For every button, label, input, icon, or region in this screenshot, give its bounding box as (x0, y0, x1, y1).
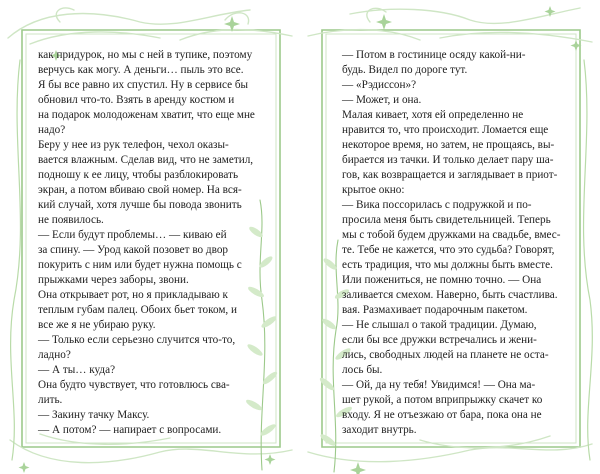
right-page-text-line: крытое окно: (342, 184, 405, 196)
right-page-text-line: заходит внутрь. (342, 424, 417, 436)
right-page-text-line: некоторое время, но затем, не прощаясь, вы- (342, 139, 555, 151)
left-page-text-line: кий случай, хотя лучше бы повода звонить (38, 199, 242, 211)
left-page-text-line: Она открывает рот, но я прикладываю к (38, 289, 228, 301)
right-page-text-line: — Ой, да ну тебя! Увидимся! — Она ма- (342, 379, 536, 391)
left-page-text-line: — Если будут проблемы… — киваю ей (38, 229, 227, 241)
right-page-text-line: бирается из тачки. И только делает пару ша- (342, 154, 554, 166)
right-page-text-line: мы с тобой будем дружками на свадьбе, вмес- (342, 229, 561, 241)
right-page-text-line: — Может, и она. (342, 94, 422, 106)
right-page-text-line: шет рукой, а потом вприпрыжку скачет ко (342, 394, 543, 406)
left-page-text-line: прыжками через заборы, звони. (38, 274, 189, 286)
left-page-text-line: как придурок, но мы с ней в тупике, поэтому (38, 49, 253, 61)
right-page-text-line: вая. Размахивает подарочным пакетом. (342, 304, 528, 316)
right-page-text-line: — Не слышал о такой традиции. Думаю, (342, 319, 537, 331)
left-page-text-line: экран, а потом вбиваю свой номер. На вся- (38, 184, 242, 196)
right-page-text-line: лось бы. (342, 364, 383, 376)
right-page-text-line: входу. Я не отъезжаю от бара, пока она не (342, 409, 542, 421)
left-page-text-line: — А ты… куда? (38, 364, 116, 376)
left-page-text-line: подношу к ее лицу, чтобы разблокировать (38, 169, 239, 181)
left-page-text-line: надо? (38, 124, 66, 136)
left-page-text-line: верчусь как могу. А деньги… пыль это все. (38, 64, 244, 76)
right-page-text-line: просила меня быть свидетельницей. Теперь (342, 214, 551, 226)
left-page-text-line: на подарок молодоженам хватит, что еще мне (38, 109, 255, 121)
left-page-text-line: Беру у нее из рук телефон, чехол оказы- (38, 139, 229, 151)
right-page-text-line: — Потом в гостинице осяду какой-ни- (342, 49, 526, 61)
right-page-text-line: — Вика поссорилась с подружкой и по- (342, 199, 532, 211)
left-page-text-line: ладно? (38, 349, 71, 361)
right-page-text-line: гов, как возвращается и заглядывает в приот- (342, 169, 558, 181)
right-page-text-line: Или пожениться, не помню точно. — Она (342, 274, 542, 286)
right-page (300, 0, 600, 474)
right-page-text-line: будь. Видел по дороге тут. (342, 64, 468, 76)
right-page-text-line: нравится то, что происходит. Ломается еще (342, 124, 549, 136)
right-page-text-line: есть традиция, что мы должны быть вместе. (342, 259, 553, 271)
right-page-text-line: те. Тебе не кажется, что это судьба? Говорят, (342, 244, 555, 256)
left-page-text-line: — А потом? — напирает с вопросами. (38, 424, 222, 436)
left-page-text-line: теплым губам палец. Обоих бьет током, и (38, 304, 237, 316)
left-page-text-line: все же я не убираю руку. (38, 319, 156, 331)
left-page-text-line: за спину. — Урод какой позовет во двор (38, 244, 229, 256)
left-page-text-line: — Только если серьезно случится что-то, (38, 334, 236, 346)
right-page-text-line: Малая кивает, хотя ей определенно не (342, 109, 524, 121)
left-page-text-line: вается влажным. Сделав вид, что не заметил, (38, 154, 254, 166)
right-page-text-line: лись, свободных людей на планете не оста- (342, 349, 549, 361)
left-page-text-line: Она будто чувствует, что готовлюсь сва- (38, 379, 230, 391)
left-page-text-line: — Закину тачку Максу. (38, 409, 150, 421)
right-page-text-line: заливается смехом. Наверно, быть счастлива. (342, 289, 558, 301)
left-page-text-line: обновил что-то. Взять в аренду костюм и (38, 94, 235, 106)
left-page-text-line: не появилось. (38, 214, 104, 226)
right-page-text-line: — «Рэдиссон»? (342, 79, 417, 91)
left-page-text-line: Я бы все равно их спустил. Ну в сервисе бы (38, 79, 249, 91)
right-page-text-line: если бы все дружки встречались и жени- (342, 334, 537, 346)
left-page-text-line: покурить с ним или будет нужна помощь с (38, 259, 242, 271)
left-page-text-line: лить. (38, 394, 63, 406)
